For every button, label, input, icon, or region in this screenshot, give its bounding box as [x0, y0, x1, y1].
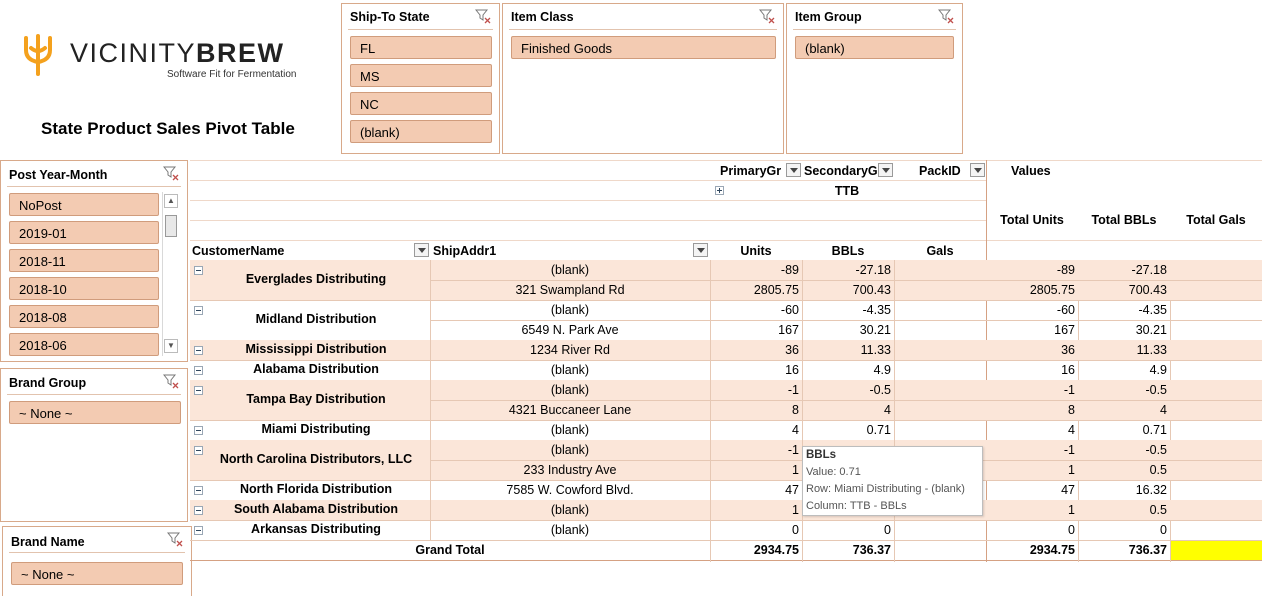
ship-address[interactable]: (blank): [550, 303, 590, 317]
total-units-value[interactable]: -60: [1056, 303, 1075, 317]
clear-filter-icon[interactable]: [167, 531, 183, 547]
units-value[interactable]: 8: [792, 403, 799, 417]
clear-filter-icon[interactable]: [163, 373, 179, 389]
collapse-icon[interactable]: [194, 306, 203, 315]
clear-filter-icon[interactable]: [475, 8, 491, 24]
cell-tooltip: [802, 446, 983, 516]
ship-address[interactable]: (blank): [550, 503, 590, 517]
customer-name: Miami Distributing: [261, 422, 371, 436]
total-bbls-value[interactable]: 0.5: [1149, 463, 1167, 477]
slicer-scrollbar[interactable]: [162, 192, 179, 356]
total-bbls-value[interactable]: 16.32: [1135, 483, 1167, 497]
units-value[interactable]: -89: [780, 263, 799, 277]
ship-address[interactable]: 6549 N. Park Ave: [521, 323, 619, 337]
total-bbls-value[interactable]: 0: [1160, 523, 1167, 537]
brand-wordmark: VICINITYBREW: [70, 38, 285, 68]
slicer-item-class: [502, 3, 784, 154]
total-bbls-header: Total BBLs: [1091, 213, 1157, 227]
clear-filter-icon[interactable]: [938, 8, 954, 24]
tooltip-column: Column: TTB - BBLs: [806, 500, 907, 512]
units-value[interactable]: 167: [778, 323, 799, 337]
primary-filter-dropdown-icon[interactable]: [786, 163, 801, 177]
column-field-primary[interactable]: PrimaryGr: [720, 164, 782, 178]
column-field-pack[interactable]: PackID: [919, 164, 961, 178]
units-value[interactable]: -1: [787, 443, 799, 457]
collapse-icon[interactable]: [194, 366, 203, 375]
total-units-value[interactable]: 36: [1061, 343, 1075, 357]
slicer-item-nc[interactable]: NC: [350, 92, 492, 115]
customer-name: Arkansas Distributing: [251, 522, 381, 536]
units-header: Units: [740, 244, 772, 258]
total-units-value[interactable]: 0: [1068, 523, 1075, 537]
scroll-up-icon[interactable]: ▲: [164, 194, 178, 208]
total-bbls-value[interactable]: -0.5: [1145, 443, 1167, 457]
units-value[interactable]: -1: [787, 383, 799, 397]
grand-total-total-units: 2934.75: [1029, 543, 1075, 557]
column-field-values: Values: [1011, 164, 1051, 178]
collapse-icon[interactable]: [194, 266, 203, 275]
collapse-icon[interactable]: [194, 526, 203, 535]
slicer-ship-to-state: [341, 3, 500, 154]
ship-address[interactable]: 321 Swampland Rd: [515, 283, 625, 297]
slicer-item-2018-08[interactable]: 2018-08: [9, 305, 159, 328]
slicer-brand-group: [0, 368, 188, 522]
total-units-value[interactable]: 1: [1068, 503, 1075, 517]
grand-total-label: Grand Total: [415, 543, 485, 557]
secondary-filter-dropdown-icon[interactable]: [878, 163, 893, 177]
total-units-value[interactable]: 8: [1068, 403, 1075, 417]
customer-name: Alabama Distribution: [253, 362, 379, 376]
total-units-header: Total Units: [1000, 213, 1064, 227]
slicer-item-2018-06[interactable]: 2018-06: [9, 333, 159, 356]
ship-address[interactable]: 1234 River Rd: [530, 343, 610, 357]
customer-filter-dropdown-icon[interactable]: [414, 243, 429, 257]
units-value[interactable]: 0: [792, 523, 799, 537]
slicer-item-fl[interactable]: FL: [350, 36, 492, 59]
customer-name: Mississippi Distribution: [245, 342, 387, 356]
collapse-icon[interactable]: [194, 426, 203, 435]
scroll-down-icon[interactable]: ▼: [164, 339, 178, 353]
tooltip-title: BBLs: [806, 449, 837, 461]
slicer-title: Brand Name: [11, 535, 85, 549]
row-field-ship-addr[interactable]: ShipAddr1: [433, 244, 497, 258]
slicer-brand-name: [2, 526, 192, 596]
bbls-value[interactable]: -27.18: [855, 263, 891, 277]
slicer-title: Brand Group: [9, 376, 87, 390]
bbls-value[interactable]: -0.5: [869, 383, 891, 397]
slicer-item-blank[interactable]: (blank): [795, 36, 954, 59]
bbls-value[interactable]: 0: [884, 523, 891, 537]
bbls-value[interactable]: 30.21: [859, 323, 891, 337]
page-title: State Product Sales Pivot Table: [41, 119, 295, 138]
tooltip-row: Row: Miami Distributing - (blank): [806, 483, 965, 495]
grand-total-total-bbls: 736.37: [1128, 543, 1167, 557]
hop-logo-icon: [20, 34, 56, 76]
slicer-title: Item Group: [795, 10, 862, 24]
row-field-customer[interactable]: CustomerName: [192, 244, 285, 258]
units-value[interactable]: -60: [780, 303, 799, 317]
slicer-item-2018-11[interactable]: 2018-11: [9, 249, 159, 272]
total-bbls-value[interactable]: 11.33: [1136, 343, 1167, 357]
slicer-item-2019-01[interactable]: 2019-01: [9, 221, 159, 244]
ship-address[interactable]: (blank): [550, 263, 590, 277]
ship-address[interactable]: (blank): [550, 443, 590, 457]
slicer-item-group: [786, 3, 963, 154]
total-bbls-value[interactable]: 0.71: [1142, 423, 1167, 437]
customer-name: North Carolina Distributors, LLC: [219, 452, 413, 466]
expand-icon[interactable]: [715, 186, 724, 195]
ship-address[interactable]: 233 Industry Ave: [523, 463, 617, 477]
collapse-icon[interactable]: [194, 346, 203, 355]
clear-filter-icon[interactable]: [759, 8, 775, 24]
total-units-value[interactable]: -1: [1063, 443, 1075, 457]
units-value[interactable]: 47: [785, 483, 799, 497]
ship-address[interactable]: (blank): [550, 363, 590, 377]
units-value[interactable]: 36: [785, 343, 799, 357]
customer-name: Everglades Distributing: [245, 272, 387, 286]
total-units-value[interactable]: 1: [1068, 463, 1075, 477]
slicer-item-ms[interactable]: MS: [350, 64, 492, 87]
units-value[interactable]: 2805.75: [753, 283, 799, 297]
slicer-title: Post Year-Month: [9, 168, 108, 182]
scroll-thumb[interactable]: [165, 215, 177, 237]
ship-address[interactable]: (blank): [550, 383, 590, 397]
grand-total-units: 2934.75: [753, 543, 799, 557]
grand-total-bbls: 736.37: [852, 543, 891, 557]
bbls-value[interactable]: 700.43: [852, 283, 891, 297]
total-bbls-value[interactable]: -27.18: [1131, 263, 1167, 277]
column-group-ttb: TTB: [834, 184, 860, 198]
total-gals-header: Total Gals: [1186, 213, 1246, 227]
total-units-value[interactable]: 4: [1068, 423, 1075, 437]
units-value[interactable]: 4: [792, 423, 799, 437]
ship-address[interactable]: 4321 Buccaneer Lane: [508, 403, 632, 417]
column-field-secondary[interactable]: SecondaryG: [804, 164, 878, 178]
bbls-value[interactable]: -4.35: [862, 303, 891, 317]
bbls-value[interactable]: 4.9: [873, 363, 891, 377]
total-bbls-value[interactable]: 30.21: [1135, 323, 1167, 337]
brand-tagline: Software Fit for Fermentation: [167, 69, 297, 80]
bbls-value[interactable]: 0.71: [866, 423, 891, 437]
slicer-title: Item Class: [511, 10, 574, 24]
ship-address[interactable]: (blank): [550, 523, 590, 537]
bbls-value[interactable]: 11.33: [860, 343, 891, 357]
total-units-value[interactable]: -89: [1056, 263, 1075, 277]
customer-name: South Alabama Distribution: [233, 502, 399, 516]
slicer-post-year-month: [0, 160, 188, 362]
collapse-icon[interactable]: [194, 506, 203, 515]
customer-name: Midland Distribution: [255, 312, 377, 326]
customer-name: North Florida Distribution: [239, 482, 393, 496]
slicer-item-finished-goods[interactable]: Finished Goods: [511, 36, 776, 59]
collapse-icon[interactable]: [194, 446, 203, 455]
grand-total-gals-cell[interactable]: [1171, 541, 1262, 560]
slicer-title: Ship-To State: [350, 10, 430, 24]
pack-filter-dropdown-icon[interactable]: [970, 163, 985, 177]
total-bbls-value[interactable]: 4.9: [1149, 363, 1167, 377]
slicer-item-none[interactable]: ~ None ~: [9, 401, 181, 424]
ship-address[interactable]: 7585 W. Cowford Blvd.: [506, 483, 634, 497]
customer-name: Tampa Bay Distribution: [246, 392, 386, 406]
ship-addr-filter-dropdown-icon[interactable]: [693, 243, 708, 257]
total-units-value[interactable]: 2805.75: [1029, 283, 1075, 297]
collapse-icon[interactable]: [194, 386, 203, 395]
units-value[interactable]: 1: [792, 503, 799, 517]
gals-header: Gals: [926, 244, 954, 258]
slicer-item-blank[interactable]: (blank): [350, 120, 492, 143]
total-bbls-value[interactable]: -0.5: [1145, 383, 1167, 397]
total-units-value[interactable]: 167: [1054, 323, 1075, 337]
pivot-table: [190, 160, 1262, 562]
units-value[interactable]: 16: [785, 363, 799, 377]
total-units-value[interactable]: -1: [1063, 383, 1075, 397]
clear-filter-icon[interactable]: [163, 165, 179, 181]
tooltip-value: Value: 0.71: [806, 466, 861, 478]
total-bbls-value[interactable]: 700.43: [1128, 283, 1167, 297]
total-units-value[interactable]: 16: [1061, 363, 1075, 377]
bbls-header: BBLs: [831, 244, 865, 258]
total-units-value[interactable]: 47: [1061, 483, 1075, 497]
total-bbls-value[interactable]: -4.35: [1138, 303, 1167, 317]
collapse-icon[interactable]: [194, 486, 203, 495]
total-bbls-value[interactable]: 4: [1160, 403, 1167, 417]
slicer-item-none[interactable]: ~ None ~: [11, 562, 183, 585]
bbls-value[interactable]: 4: [884, 403, 891, 417]
slicer-item-nopost[interactable]: NoPost: [9, 193, 159, 216]
total-bbls-value[interactable]: 0.5: [1149, 503, 1167, 517]
ship-address[interactable]: (blank): [550, 423, 590, 437]
slicer-item-2018-10[interactable]: 2018-10: [9, 277, 159, 300]
units-value[interactable]: 1: [792, 463, 799, 477]
